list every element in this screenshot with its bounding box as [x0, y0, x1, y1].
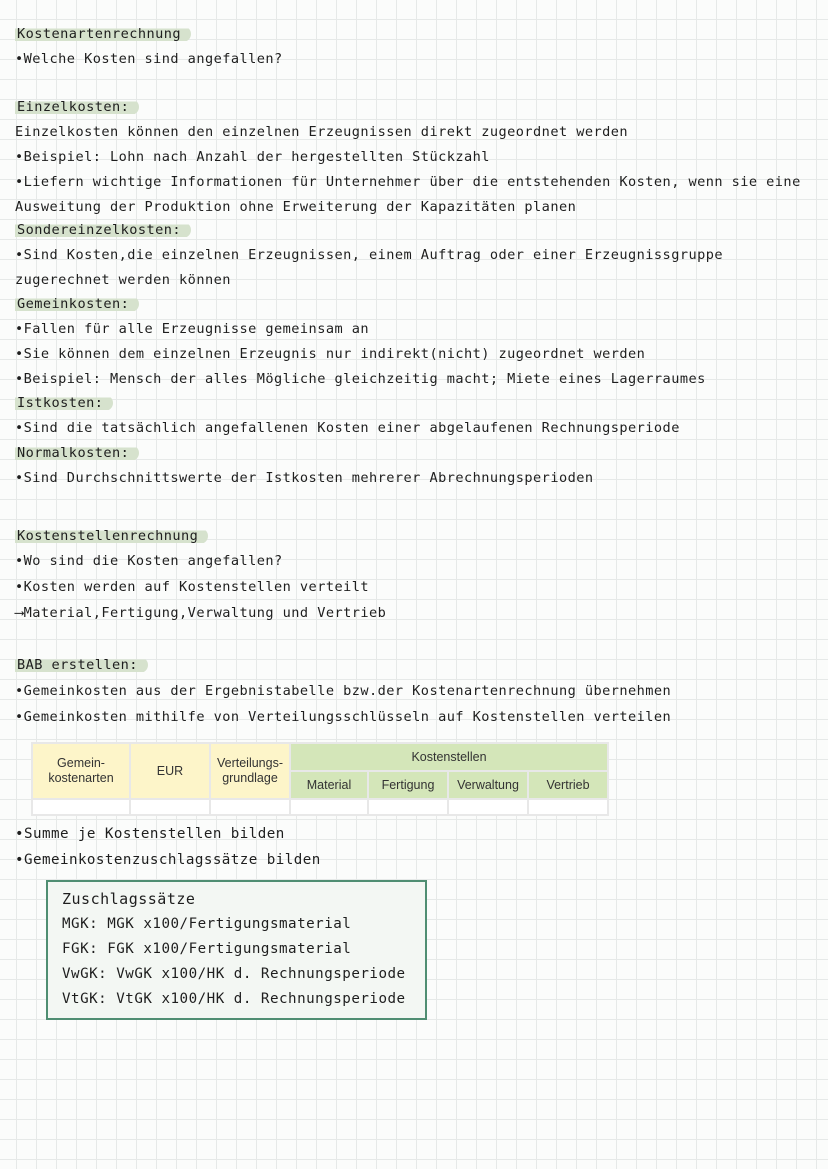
bab-table [31, 742, 609, 816]
formula-line: MGK: MGK x100/Fertigungsmaterial [62, 916, 352, 932]
header-eur: EUR [130, 743, 210, 799]
table-cell [368, 799, 448, 815]
header-line: kostenarten [48, 771, 114, 785]
table-cell [528, 799, 608, 815]
header-line: grundlage [222, 771, 278, 785]
text-line: •Kosten werden auf Kostenstellen verteilt [15, 579, 369, 595]
table-cell [290, 799, 368, 815]
header-line: Verteilungs- [216, 756, 283, 770]
heading-normalkosten: Normalkosten: [15, 444, 139, 462]
heading-sondereinzelkosten: Sondereinzelkosten: [15, 221, 191, 239]
text-line: zugerechnet werden können [15, 272, 231, 288]
text-line: •Fallen für alle Erzeugnisse gemeinsam an [15, 321, 369, 337]
header-gemeinkostenarten [32, 743, 130, 799]
text-line: •Gemeinkostenzuschlagssätze bilden [15, 852, 321, 868]
header-line: Gemein- [57, 756, 105, 770]
text-line: •Beispiel: Lohn nach Anzahl der hergestellten Stückzahl [15, 149, 490, 165]
header-verteilungsgrundlage [210, 743, 290, 799]
text-line: •Beispiel: Mensch der alles Mögliche gleichzeitig macht; Miete eines Lagerraumes [15, 371, 706, 387]
text-line: •Sind Durchschnittswerte der Istkosten mehrerer Abrechnungsperioden [15, 470, 594, 486]
section-title-kostenartenrechnung: Kostenartenrechnung [15, 25, 191, 43]
text-line: •Sind Kosten,die einzelnen Erzeugnissen, einem Auftrag oder einer Erzeugnissgruppe [15, 247, 723, 263]
text-line: •Summe je Kostenstellen bilden [15, 826, 285, 842]
text-line: Ausweitung der Produktion ohne Erweiterung der Kapazitäten planen [15, 199, 577, 215]
section-title-kostenstellenrechnung: Kostenstellenrechnung [15, 527, 208, 545]
header-vertrieb: Vertrieb [528, 771, 608, 799]
question-line: •Welche Kosten sind angefallen? [15, 51, 283, 67]
formula-line: FGK: FGK x100/Fertigungsmaterial [62, 941, 352, 957]
arrow-line: ⟶Material,Fertigung,Verwaltung und Vertrieb [15, 605, 387, 621]
heading-einzelkosten: Einzelkosten: [15, 98, 139, 116]
text-line: •Gemeinkosten mithilfe von Verteilungsschlüsseln auf Kostenstellen verteilen [15, 709, 672, 725]
header-verwaltung: Verwaltung [448, 771, 528, 799]
text-line: •Sind die tatsächlich angefallenen Kosten einer abgelaufenen Rechnungsperiode [15, 420, 680, 436]
formula-line: VtGK: VtGK x100/HK d. Rechnungsperiode [62, 991, 406, 1007]
zuschlagssaetze-box [46, 880, 427, 1020]
text-line: •Gemeinkosten aus der Ergebnistabelle bzw.der Kostenartenrechnung übernehmen [15, 683, 672, 699]
formula-line: VwGK: VwGK x100/HK d. Rechnungsperiode [62, 966, 406, 982]
text-line: •Liefern wichtige Informationen für Unternehmer über die entstehenden Kosten, wenn sie eine [15, 174, 801, 190]
table-cell [130, 799, 210, 815]
header-material: Material [290, 771, 368, 799]
text-line: •Wo sind die Kosten angefallen? [15, 553, 283, 569]
header-fertigung: Fertigung [368, 771, 448, 799]
text-line: Einzelkosten können den einzelnen Erzeugnissen direkt zugeordnet werden [15, 124, 629, 140]
table-cell [32, 799, 130, 815]
text-line: •Sie können dem einzelnen Erzeugnis nur indirekt(nicht) zugeordnet werden [15, 346, 646, 362]
heading-istkosten: Istkosten: [15, 394, 113, 412]
header-kostenstellen: Kostenstellen [290, 743, 608, 771]
heading-gemeinkosten: Gemeinkosten: [15, 295, 139, 313]
table-cell [210, 799, 290, 815]
table-cell [448, 799, 528, 815]
heading-bab-erstellen: BAB erstellen: [15, 656, 148, 674]
box-title: Zuschlagssätze [62, 890, 196, 908]
